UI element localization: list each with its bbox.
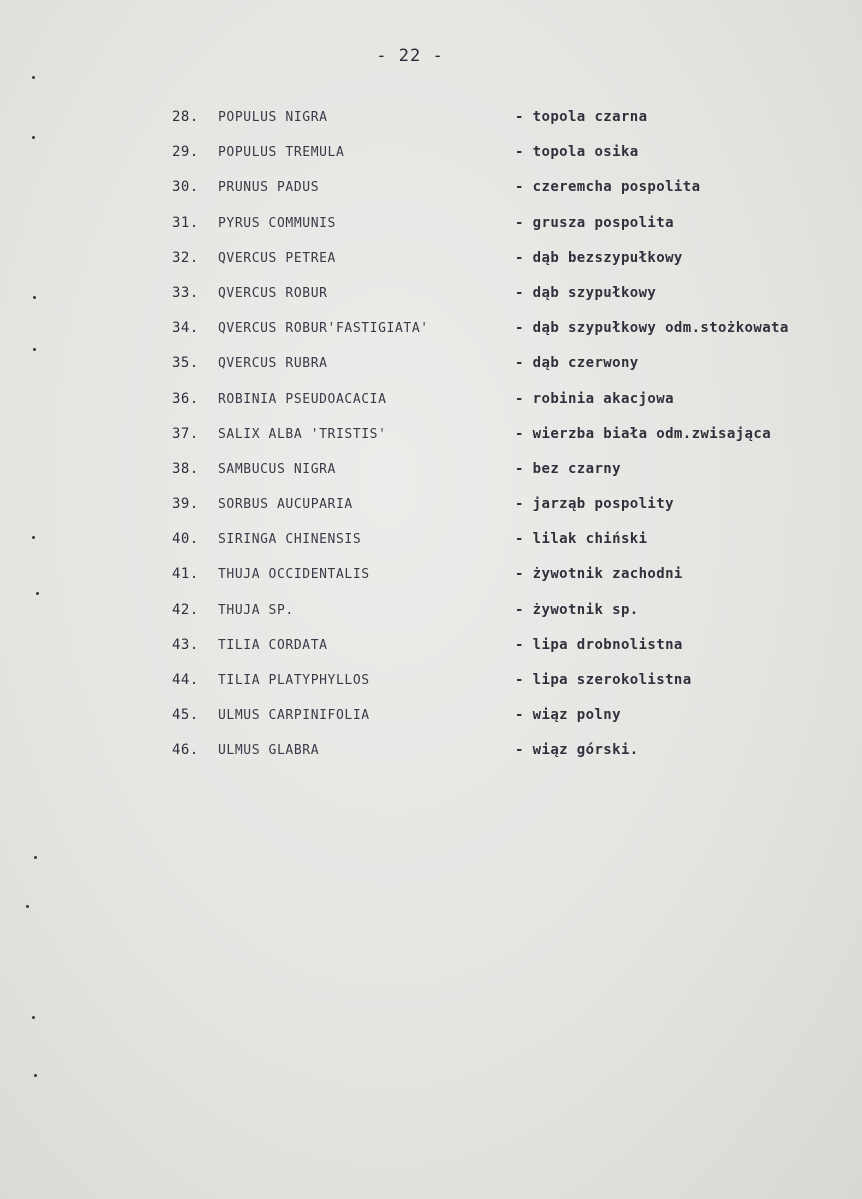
latin-name: ULMUS GLABRA xyxy=(218,743,320,759)
latin-name: QVERCUS ROBUR xyxy=(218,285,328,301)
latin-name: SIRINGA CHINENSIS xyxy=(218,532,362,548)
polish-name: - żywotnik zachodni xyxy=(515,566,683,583)
entry-number: 32. xyxy=(172,249,199,266)
polish-name: - lipa szerokolistna xyxy=(515,672,692,688)
list-item xyxy=(172,742,852,777)
latin-name: THUJA SP. xyxy=(218,602,294,618)
entry-number: 41. xyxy=(172,566,199,583)
list-item xyxy=(172,637,852,672)
polish-name: - dąb szypułkowy xyxy=(515,284,657,301)
list-item xyxy=(172,215,852,250)
punch-mark xyxy=(34,856,37,859)
list-item xyxy=(172,531,852,566)
polish-name: - wiąz polny xyxy=(515,707,621,724)
punch-mark xyxy=(32,1016,35,1019)
latin-name: POPULUS NIGRA xyxy=(218,110,328,125)
list-item xyxy=(172,320,852,355)
entry-number: 46. xyxy=(172,742,199,759)
latin-name: POPULUS TREMULA xyxy=(218,145,345,161)
list-item xyxy=(172,672,852,707)
entry-number: 37. xyxy=(172,425,199,442)
list-item xyxy=(172,109,852,144)
entry-number: 35. xyxy=(172,355,199,372)
punch-mark xyxy=(32,136,35,139)
list-item xyxy=(172,179,852,214)
list-item xyxy=(172,355,852,390)
latin-name: QVERCUS RUBRA xyxy=(218,356,328,372)
polish-name: - grusza pospolita xyxy=(515,214,674,231)
entry-number: 40. xyxy=(172,531,199,548)
entry-number: 36. xyxy=(172,390,199,407)
polish-name: - topola osika xyxy=(515,144,639,161)
entry-number: 45. xyxy=(172,707,199,724)
list-item xyxy=(172,426,852,461)
polish-name: - lilak chiński xyxy=(515,531,648,548)
list-item xyxy=(172,285,852,320)
polish-name: - żywotnik sp. xyxy=(515,601,639,618)
list-item xyxy=(172,496,852,531)
latin-name: QVERCUS ROBUR'FASTIGIATA' xyxy=(218,321,429,337)
entry-number: 34. xyxy=(172,320,199,337)
latin-name: SALIX ALBA 'TRISTIS' xyxy=(218,426,387,442)
latin-name: TILIA PLATYPHYLLOS xyxy=(218,673,370,688)
list-item xyxy=(172,144,852,179)
polish-name: - dąb szypułkowy odm.stożkowata xyxy=(515,320,789,337)
entry-number: 29. xyxy=(172,144,199,161)
punch-mark xyxy=(32,536,35,539)
punch-mark xyxy=(34,1074,37,1077)
punch-mark xyxy=(33,296,36,299)
latin-name: SAMBUCUS NIGRA xyxy=(218,461,336,477)
polish-name: - czeremcha pospolita xyxy=(515,179,701,196)
polish-name: - dąb bezszypułkowy xyxy=(515,249,683,266)
polish-name: - bez czarny xyxy=(515,460,621,477)
entry-number: 33. xyxy=(172,284,199,301)
list-item xyxy=(172,391,852,426)
polish-name: - jarząb pospolity xyxy=(515,496,674,513)
latin-name: ROBINIA PSEUDOACACIA xyxy=(218,391,387,407)
polish-name: - robinia akacjowa xyxy=(515,390,674,407)
list-item xyxy=(172,461,852,496)
punch-mark xyxy=(32,76,35,79)
latin-name: PYRUS COMMUNIS xyxy=(218,215,336,231)
entry-number: 43. xyxy=(172,636,199,653)
entry-number: 39. xyxy=(172,496,199,513)
polish-name: - topola czarna xyxy=(515,109,648,125)
latin-name: TILIA CORDATA xyxy=(218,637,328,653)
punch-mark xyxy=(26,905,29,908)
entry-number: 28. xyxy=(172,109,199,125)
species-list xyxy=(172,109,852,778)
latin-name: THUJA OCCIDENTALIS xyxy=(218,567,370,583)
list-item xyxy=(172,250,852,285)
list-item xyxy=(172,566,852,601)
punch-mark xyxy=(36,592,39,595)
list-item xyxy=(172,602,852,637)
entry-number: 42. xyxy=(172,601,199,618)
punch-mark xyxy=(33,348,36,351)
entry-number: 38. xyxy=(172,460,199,477)
polish-name: - wiąz górski. xyxy=(515,742,639,759)
entry-number: 30. xyxy=(172,179,199,196)
polish-name: - dąb czerwony xyxy=(515,355,639,372)
polish-name: - lipa drobnolistna xyxy=(515,636,683,653)
page-number: - 22 - xyxy=(376,46,444,66)
list-item xyxy=(172,707,852,742)
entry-number: 31. xyxy=(172,214,199,231)
latin-name: SORBUS AUCUPARIA xyxy=(218,497,353,513)
latin-name: PRUNUS PADUS xyxy=(218,180,320,196)
latin-name: QVERCUS PETREA xyxy=(218,250,336,266)
polish-name: - wierzba biała odm.zwisająca xyxy=(515,425,772,442)
entry-number: 44. xyxy=(172,672,199,688)
latin-name: ULMUS CARPINIFOLIA xyxy=(218,708,370,724)
